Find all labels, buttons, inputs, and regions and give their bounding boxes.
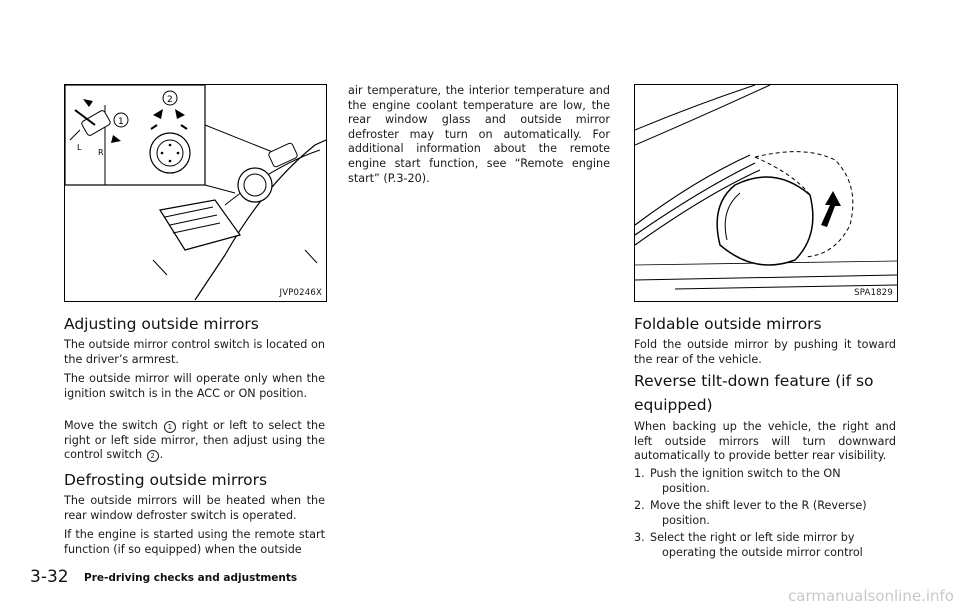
section-title: Pre-driving checks and adjustments xyxy=(84,572,298,584)
svg-text:2: 2 xyxy=(167,95,173,105)
foldable-mirror-illustration xyxy=(635,85,897,301)
paragraph: If the engine is started using the remote start function (if so equipped) when the outside xyxy=(64,528,325,556)
watermark[interactable]: carmanualsonline.info xyxy=(788,587,954,605)
mirror-switch-figure xyxy=(64,84,327,302)
figure-code: JVP0246X xyxy=(279,288,322,298)
paragraph-switch-instructions: Move the switch 1 right or left to select the right or left side mirror, then adjust using the control switch 2 . xyxy=(64,419,325,462)
svg-text:R: R xyxy=(98,148,104,157)
heading-reverse-tilt-down-line2: equipped) xyxy=(634,396,713,414)
paragraph: The outside mirror control switch is located on the driver’s armrest. xyxy=(64,338,325,366)
paragraph: Fold the outside mirror by pushing it toward the rear of the vehicle. xyxy=(634,338,896,366)
list-item: 1. Push the ignition switch to the ON position. xyxy=(634,467,841,495)
list-item: 3. Select the right or left side mirror by operating the outside mirror control xyxy=(634,531,863,559)
paragraph: When backing up the vehicle, the right and left outside mirrors will turn downward automatically to provide better rear visibility. xyxy=(634,420,896,463)
figure-code: SPA1829 xyxy=(854,288,893,298)
heading-adjusting-outside-mirrors: Adjusting outside mirrors xyxy=(64,315,259,333)
list-item: 2. Move the shift lever to the R (Reverse) position. xyxy=(634,499,867,527)
paragraph: The outside mirror will operate only when the ignition switch is in the ACC or ON position. xyxy=(64,372,325,400)
heading-foldable-outside-mirrors: Foldable outside mirrors xyxy=(634,315,822,333)
mirror-switch-illustration xyxy=(65,85,326,301)
page-number: 3-32 xyxy=(30,567,69,587)
heading-defrosting-outside-mirrors: Defrosting outside mirrors xyxy=(64,471,268,489)
svg-text:1: 1 xyxy=(118,117,124,127)
heading-reverse-tilt-down: Reverse tilt-down feature (if so xyxy=(634,372,874,390)
foldable-mirror-figure xyxy=(634,84,898,302)
svg-text:L: L xyxy=(77,143,82,152)
paragraph: The outside mirrors will be heated when the rear window defroster switch is operated. xyxy=(64,494,325,522)
marker-1-icon: 1 xyxy=(164,421,176,433)
paragraph-remote-start: air temperature, the interior temperature and the engine coolant temperature are low, the rear window glass and outside mirror defroster may turn on automatically. For additional information about the remote engine start function, see “Remote engine start” (P.3-20). xyxy=(348,84,610,185)
marker-2-icon: 2 xyxy=(147,450,159,462)
